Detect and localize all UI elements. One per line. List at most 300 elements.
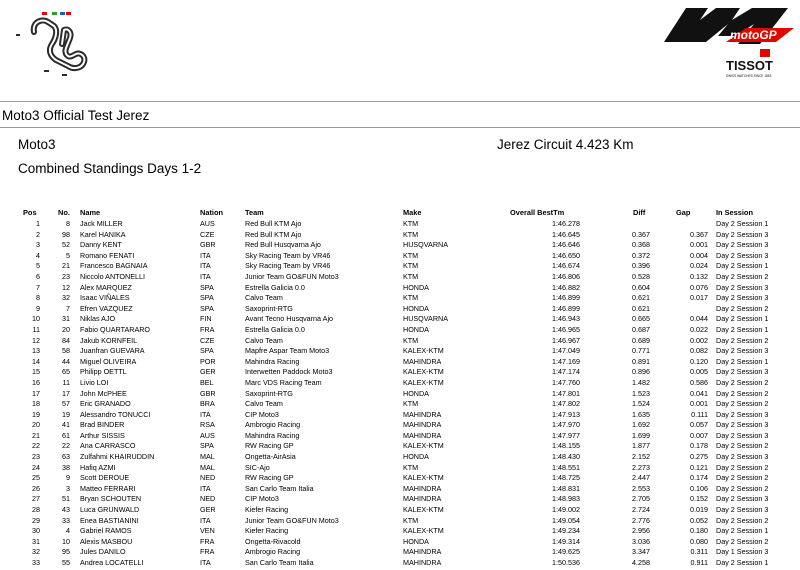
cell-session: Day 2 Session 3 bbox=[716, 494, 769, 504]
cell-make: KALEX-KTM bbox=[403, 346, 444, 356]
cell-nation: GER bbox=[200, 367, 216, 377]
cell-make: HUSQVARNA bbox=[403, 240, 448, 250]
cell-diff: 0.396 bbox=[632, 261, 650, 271]
table-row bbox=[0, 367, 800, 378]
cell-best-time: 1:49.002 bbox=[552, 505, 580, 515]
cell-rider: Karel HANIKA bbox=[80, 229, 126, 239]
cell-gap: 0.005 bbox=[690, 367, 708, 377]
cell-rider: Niccolo ANTONELLI bbox=[80, 271, 145, 281]
cell-number: 7 bbox=[66, 303, 70, 313]
svg-text:SWISS WATCHES SINCE 1853: SWISS WATCHES SINCE 1853 bbox=[726, 74, 772, 78]
cell-team: Marc VDS Racing Team bbox=[245, 377, 322, 387]
cell-make: MAHINDRA bbox=[403, 420, 442, 430]
cell-session: Day 2 Session 3 bbox=[716, 420, 769, 430]
cell-team: Junior Team GO&FUN Moto3 bbox=[245, 271, 339, 281]
table-row bbox=[0, 283, 800, 294]
cell-team: Calvo Team bbox=[245, 293, 283, 303]
cell-best-time: 1:46.882 bbox=[552, 282, 580, 292]
cell-diff: 0.621 bbox=[632, 293, 650, 303]
cell-diff: 1.482 bbox=[632, 377, 650, 387]
cell-best-time: 1:49.234 bbox=[552, 526, 580, 536]
cell-team: CIP Moto3 bbox=[245, 409, 279, 419]
cell-make: HUSQVARNA bbox=[403, 314, 448, 324]
table-body bbox=[0, 219, 800, 569]
cell-team: Saxoprint-RTG bbox=[245, 303, 293, 313]
cell-team: CIP Moto3 bbox=[245, 494, 279, 504]
cell-rider: Isaac VIÑALES bbox=[80, 293, 130, 303]
table-row bbox=[0, 230, 800, 241]
cell-pos: 10 bbox=[32, 314, 40, 324]
cell-nation: MAL bbox=[200, 462, 215, 472]
cell-team: Avant Tecno Husqvarna Ajo bbox=[245, 314, 334, 324]
cell-session: Day 2 Session 3 bbox=[716, 430, 769, 440]
cell-rider: Scott DEROUE bbox=[80, 473, 130, 483]
cell-pos: 15 bbox=[32, 367, 40, 377]
cell-best-time: 1:48.551 bbox=[552, 462, 580, 472]
cell-number: 12 bbox=[62, 282, 70, 292]
cell-team: Calvo Team bbox=[245, 335, 283, 345]
cell-number: 32 bbox=[62, 293, 70, 303]
header-divider-top bbox=[0, 101, 800, 102]
table-row bbox=[0, 378, 800, 389]
cell-rider: Bryan SCHOUTEN bbox=[80, 494, 142, 504]
cell-make: KALEX-KTM bbox=[403, 526, 444, 536]
cell-number: 21 bbox=[62, 261, 70, 271]
col-session-header: In Session bbox=[716, 208, 753, 217]
cell-team: Ambrogio Racing bbox=[245, 547, 301, 557]
cell-pos: 24 bbox=[32, 462, 40, 472]
cell-pos: 9 bbox=[36, 303, 40, 313]
cell-diff: 0.687 bbox=[632, 324, 650, 334]
cell-gap: 0.367 bbox=[690, 229, 708, 239]
cell-rider: Arthur SISSIS bbox=[80, 430, 125, 440]
cell-gap: 0.586 bbox=[690, 377, 708, 387]
cell-pos: 5 bbox=[36, 261, 40, 271]
cell-nation: GBR bbox=[200, 240, 216, 250]
cell-nation: ITA bbox=[200, 261, 211, 271]
table-row bbox=[0, 336, 800, 347]
cell-gap: 0.041 bbox=[690, 388, 708, 398]
cell-number: 63 bbox=[62, 452, 70, 462]
cell-number: 98 bbox=[62, 229, 70, 239]
cell-number: 20 bbox=[62, 324, 70, 334]
cell-session: Day 2 Session 3 bbox=[716, 346, 769, 356]
cell-gap: 0.007 bbox=[690, 430, 708, 440]
cell-pos: 32 bbox=[32, 547, 40, 557]
cell-team: Ambrogio Racing bbox=[245, 420, 301, 430]
col-best-header: Overall BestTm bbox=[510, 208, 565, 217]
cell-best-time: 1:49.625 bbox=[552, 547, 580, 557]
cell-make: MAHINDRA bbox=[403, 547, 442, 557]
cell-best-time: 1:48.430 bbox=[552, 452, 580, 462]
cell-nation: SPA bbox=[200, 303, 214, 313]
cell-best-time: 1:46.967 bbox=[552, 335, 580, 345]
cell-best-time: 1:46.278 bbox=[552, 219, 580, 228]
cell-nation: POR bbox=[200, 356, 216, 366]
cell-session: Day 2 Session 3 bbox=[716, 250, 769, 260]
cell-gap: 0.057 bbox=[690, 420, 708, 430]
cell-session: Day 2 Session 1 bbox=[716, 219, 769, 228]
cell-session: Day 2 Session 2 bbox=[716, 271, 769, 281]
table-row bbox=[0, 240, 800, 251]
cell-nation: AUS bbox=[200, 430, 215, 440]
col-gap-header: Gap bbox=[676, 208, 691, 217]
table-row bbox=[0, 261, 800, 272]
cell-pos: 14 bbox=[32, 356, 40, 366]
cell-gap: 0.275 bbox=[690, 452, 708, 462]
svg-text:TISSOT: TISSOT bbox=[726, 58, 773, 73]
table-row bbox=[0, 420, 800, 431]
table-row bbox=[0, 314, 800, 325]
cell-rider: Niklas AJO bbox=[80, 314, 116, 324]
cell-gap: 0.017 bbox=[690, 293, 708, 303]
cell-team: Red Bull KTM Ajo bbox=[245, 219, 302, 228]
cell-team: SIC-Ajo bbox=[245, 462, 270, 472]
cell-diff: 2.447 bbox=[632, 473, 650, 483]
cell-best-time: 1:48.831 bbox=[552, 483, 580, 493]
cell-gap: 0.004 bbox=[690, 250, 708, 260]
cell-pos: 2 bbox=[36, 229, 40, 239]
cell-session: Day 2 Session 2 bbox=[716, 441, 769, 451]
cell-session: Day 2 Session 2 bbox=[716, 473, 769, 483]
cell-pos: 30 bbox=[32, 526, 40, 536]
cell-gap: 0.019 bbox=[690, 505, 708, 515]
cell-best-time: 1:48.983 bbox=[552, 494, 580, 504]
motogp-tissot-logo bbox=[656, 2, 796, 82]
cell-nation: FRA bbox=[200, 324, 215, 334]
cell-number: 65 bbox=[62, 367, 70, 377]
cell-session: Day 2 Session 2 bbox=[716, 377, 769, 387]
cell-gap: 0.132 bbox=[690, 271, 708, 281]
cell-rider: Danny KENT bbox=[80, 240, 122, 250]
cell-best-time: 1:46.899 bbox=[552, 293, 580, 303]
cell-best-time: 1:46.965 bbox=[552, 324, 580, 334]
cell-nation: VEN bbox=[200, 526, 215, 536]
cell-team: Kiefer Racing bbox=[245, 505, 289, 515]
cell-make: KTM bbox=[403, 250, 419, 260]
cell-number: 19 bbox=[62, 409, 70, 419]
cell-make: KTM bbox=[403, 229, 419, 239]
col-rider-header: Name bbox=[80, 208, 101, 217]
table-row bbox=[0, 304, 800, 315]
cell-rider: Efren VAZQUEZ bbox=[80, 303, 133, 313]
cell-nation: MAL bbox=[200, 452, 215, 462]
cell-number: 57 bbox=[62, 399, 70, 409]
cell-team: Estrella Galicia 0.0 bbox=[245, 282, 305, 292]
cell-nation: ITA bbox=[200, 250, 211, 260]
cell-number: 51 bbox=[62, 494, 70, 504]
cell-gap: 0.311 bbox=[690, 547, 708, 557]
cell-make: KTM bbox=[403, 219, 419, 228]
cell-team: Calvo Team bbox=[245, 399, 283, 409]
cell-rider: Brad BINDER bbox=[80, 420, 125, 430]
cell-nation: SPA bbox=[200, 346, 214, 356]
cell-rider: Ana CARRASCO bbox=[80, 441, 136, 451]
cell-team: RW Racing GP bbox=[245, 473, 294, 483]
cell-session: Day 2 Session 2 bbox=[716, 483, 769, 493]
cell-gap: 0.052 bbox=[690, 515, 708, 525]
table-row bbox=[0, 516, 800, 527]
col-no-header: No. bbox=[58, 208, 70, 217]
cell-make: KTM bbox=[403, 335, 419, 345]
cell-rider: John McPHEE bbox=[80, 388, 127, 398]
cell-nation: ITA bbox=[200, 558, 211, 567]
table-header bbox=[0, 208, 800, 219]
cell-gap: 0.002 bbox=[690, 335, 708, 345]
table-row bbox=[0, 293, 800, 304]
cell-rider: Jules DANILO bbox=[80, 547, 126, 557]
cell-gap: 0.180 bbox=[690, 526, 708, 536]
cell-nation: BRA bbox=[200, 399, 215, 409]
cell-rider: Enea BASTIANINI bbox=[80, 515, 139, 525]
table-row bbox=[0, 494, 800, 505]
cell-pos: 6 bbox=[36, 271, 40, 281]
table-row bbox=[0, 547, 800, 558]
table-row bbox=[0, 505, 800, 516]
cell-nation: FRA bbox=[200, 536, 215, 546]
cell-rider: Andrea LOCATELLI bbox=[80, 558, 144, 567]
cell-rider: Miguel OLIVEIRA bbox=[80, 356, 137, 366]
cell-best-time: 1:46.806 bbox=[552, 271, 580, 281]
cell-rider: Alessandro TONUCCI bbox=[80, 409, 151, 419]
cell-make: MAHINDRA bbox=[403, 494, 442, 504]
cell-diff: 1.699 bbox=[632, 430, 650, 440]
cell-session: Day 2 Session 1 bbox=[716, 324, 769, 334]
cell-pos: 12 bbox=[32, 335, 40, 345]
table-row bbox=[0, 441, 800, 452]
cell-nation: FIN bbox=[200, 314, 212, 324]
class-name: Moto3 bbox=[18, 137, 56, 152]
cell-session: Day 1 Session 3 bbox=[716, 547, 769, 557]
table-row bbox=[0, 399, 800, 410]
table-row bbox=[0, 537, 800, 548]
cell-pos: 16 bbox=[32, 377, 40, 387]
table-row bbox=[0, 410, 800, 421]
cell-rider: Eric GRANADO bbox=[80, 399, 131, 409]
cell-make: KTM bbox=[403, 293, 419, 303]
cell-best-time: 1:46.650 bbox=[552, 250, 580, 260]
cell-team: Kiefer Racing bbox=[245, 526, 289, 536]
cell-diff: 0.689 bbox=[632, 335, 650, 345]
cell-number: 41 bbox=[62, 420, 70, 430]
cell-diff: 2.705 bbox=[632, 494, 650, 504]
cell-team: Ongetta-Rivacold bbox=[245, 536, 301, 546]
cell-nation: FRA bbox=[200, 547, 215, 557]
cell-gap: 0.001 bbox=[690, 240, 708, 250]
cell-number: 8 bbox=[66, 219, 70, 228]
cell-make: KTM bbox=[403, 515, 419, 525]
cell-session: Day 2 Session 3 bbox=[716, 452, 769, 462]
cell-diff: 2.152 bbox=[632, 452, 650, 462]
cell-diff: 0.528 bbox=[632, 271, 650, 281]
table-row bbox=[0, 463, 800, 474]
cell-pos: 26 bbox=[32, 483, 40, 493]
cell-pos: 8 bbox=[36, 293, 40, 303]
cell-gap: 0.911 bbox=[690, 558, 708, 567]
cell-team: San Carlo Team Italia bbox=[245, 558, 314, 567]
cell-diff: 1.523 bbox=[632, 388, 650, 398]
cell-make: MAHINDRA bbox=[403, 558, 442, 567]
cell-number: 33 bbox=[62, 515, 70, 525]
cell-nation: CZE bbox=[200, 335, 215, 345]
cell-diff: 2.553 bbox=[632, 483, 650, 493]
cell-diff: 0.368 bbox=[632, 240, 650, 250]
cell-pos: 27 bbox=[32, 494, 40, 504]
cell-number: 61 bbox=[62, 430, 70, 440]
cell-best-time: 1:46.674 bbox=[552, 261, 580, 271]
cell-session: Day 2 Session 3 bbox=[716, 367, 769, 377]
cell-rider: Francesco BAGNAIA bbox=[80, 261, 148, 271]
cell-make: HONDA bbox=[403, 282, 429, 292]
cell-best-time: 1:47.760 bbox=[552, 377, 580, 387]
cell-pos: 22 bbox=[32, 441, 40, 451]
event-title: Moto3 Official Test Jerez bbox=[2, 108, 150, 123]
cell-pos: 13 bbox=[32, 346, 40, 356]
standings-table bbox=[0, 208, 800, 569]
cell-make: HONDA bbox=[403, 388, 429, 398]
cell-diff: 1.692 bbox=[632, 420, 650, 430]
cell-number: 95 bbox=[62, 547, 70, 557]
session-title: Combined Standings Days 1-2 bbox=[18, 161, 202, 176]
cell-pos: 28 bbox=[32, 505, 40, 515]
col-diff-header: Diff bbox=[633, 208, 646, 217]
table-row bbox=[0, 325, 800, 336]
table-row bbox=[0, 473, 800, 484]
table-row bbox=[0, 452, 800, 463]
cell-rider: Gabriel RAMOS bbox=[80, 526, 132, 536]
table-row bbox=[0, 251, 800, 262]
cell-gap: 0.111 bbox=[691, 409, 708, 419]
cell-team: RW Racing GP bbox=[245, 441, 294, 451]
cell-best-time: 1:47.970 bbox=[552, 420, 580, 430]
cell-rider: Alex MARQUEZ bbox=[80, 282, 132, 292]
cell-rider: Romano FENATI bbox=[80, 250, 135, 260]
cell-nation: GBR bbox=[200, 388, 216, 398]
cell-number: 9 bbox=[66, 473, 70, 483]
cell-best-time: 1:47.049 bbox=[552, 346, 580, 356]
cell-diff: 0.367 bbox=[632, 229, 650, 239]
cell-make: KTM bbox=[403, 261, 419, 271]
cell-pos: 25 bbox=[32, 473, 40, 483]
cell-rider: Juanfran GUEVARA bbox=[80, 346, 145, 356]
cell-diff: 3.036 bbox=[632, 536, 650, 546]
cell-pos: 1 bbox=[36, 219, 40, 228]
cell-diff: 0.372 bbox=[632, 250, 650, 260]
col-make-header: Make bbox=[403, 208, 422, 217]
cell-gap: 0.082 bbox=[690, 346, 708, 356]
cell-diff: 1.877 bbox=[632, 441, 650, 451]
cell-session: Day 2 Session 2 bbox=[716, 536, 769, 546]
cell-number: 43 bbox=[62, 505, 70, 515]
cell-best-time: 1:47.174 bbox=[552, 367, 580, 377]
cell-rider: Jakub KORNFEIL bbox=[80, 335, 138, 345]
cell-rider: Fabio QUARTARARO bbox=[80, 324, 151, 334]
cell-gap: 0.121 bbox=[690, 462, 708, 472]
cell-pos: 4 bbox=[36, 250, 40, 260]
cell-diff: 3.347 bbox=[632, 547, 650, 557]
circuit-map bbox=[4, 4, 104, 82]
table-row bbox=[0, 389, 800, 400]
cell-rider: Alexis MASBOU bbox=[80, 536, 133, 546]
cell-best-time: 1:47.802 bbox=[552, 399, 580, 409]
cell-best-time: 1:47.801 bbox=[552, 388, 580, 398]
cell-gap: 0.080 bbox=[690, 536, 708, 546]
cell-rider: Luca GRUNWALD bbox=[80, 505, 140, 515]
cell-pos: 19 bbox=[32, 409, 40, 419]
table-row bbox=[0, 558, 800, 569]
cell-number: 10 bbox=[62, 536, 70, 546]
table-row bbox=[0, 526, 800, 537]
cell-number: 38 bbox=[62, 462, 70, 472]
cell-session: Day 2 Session 1 bbox=[716, 356, 769, 366]
cell-number: 11 bbox=[62, 377, 70, 387]
cell-nation: BEL bbox=[200, 377, 214, 387]
cell-session: Day 2 Session 2 bbox=[716, 462, 769, 472]
cell-make: HONDA bbox=[403, 536, 429, 546]
cell-number: 84 bbox=[62, 335, 70, 345]
cell-nation: ITA bbox=[200, 483, 211, 493]
cell-number: 44 bbox=[62, 356, 70, 366]
cell-session: Day 2 Session 1 bbox=[716, 314, 769, 324]
cell-best-time: 1:49.054 bbox=[552, 515, 580, 525]
cell-diff: 0.621 bbox=[632, 303, 650, 313]
cell-diff: 4.258 bbox=[632, 558, 650, 567]
table-row bbox=[0, 431, 800, 442]
cell-make: HONDA bbox=[403, 452, 429, 462]
table-row bbox=[0, 346, 800, 357]
cell-best-time: 1:49.314 bbox=[552, 536, 580, 546]
cell-make: MAHINDRA bbox=[403, 483, 442, 493]
cell-gap: 0.022 bbox=[690, 324, 708, 334]
cell-gap: 0.001 bbox=[690, 399, 708, 409]
cell-pos: 23 bbox=[32, 452, 40, 462]
cell-gap: 0.120 bbox=[690, 356, 708, 366]
col-team-header: Team bbox=[245, 208, 264, 217]
cell-session: Day 2 Session 3 bbox=[716, 282, 769, 292]
cell-nation: NED bbox=[200, 494, 216, 504]
cell-team: Red Bull Husqvarna Ajo bbox=[245, 240, 321, 250]
cell-nation: GER bbox=[200, 505, 216, 515]
table-row bbox=[0, 272, 800, 283]
cell-nation: AUS bbox=[200, 219, 215, 228]
cell-number: 22 bbox=[62, 441, 70, 451]
cell-team: Mahindra Racing bbox=[245, 356, 300, 366]
cell-number: 5 bbox=[66, 250, 70, 260]
svg-text:motoGP: motoGP bbox=[730, 28, 777, 42]
cell-rider: Hafiq AZMI bbox=[80, 462, 116, 472]
cell-diff: 0.665 bbox=[632, 314, 650, 324]
cell-pos: 33 bbox=[32, 558, 40, 567]
cell-pos: 17 bbox=[32, 388, 40, 398]
cell-number: 3 bbox=[66, 483, 70, 493]
cell-best-time: 1:46.645 bbox=[552, 229, 580, 239]
cell-pos: 29 bbox=[32, 515, 40, 525]
cell-best-time: 1:47.169 bbox=[552, 356, 580, 366]
table-row bbox=[0, 219, 800, 230]
cell-session: Day 2 Session 2 bbox=[716, 388, 769, 398]
cell-make: HONDA bbox=[403, 303, 429, 313]
cell-make: MAHINDRA bbox=[403, 356, 442, 366]
cell-diff: 2.956 bbox=[632, 526, 650, 536]
cell-gap: 0.044 bbox=[690, 314, 708, 324]
cell-number: 23 bbox=[62, 271, 70, 281]
cell-make: KTM bbox=[403, 462, 419, 472]
cell-nation: ITA bbox=[200, 409, 211, 419]
cell-make: HONDA bbox=[403, 324, 429, 334]
cell-number: 31 bbox=[62, 314, 70, 324]
cell-best-time: 1:50.536 bbox=[552, 558, 580, 567]
cell-nation: RSA bbox=[200, 420, 215, 430]
